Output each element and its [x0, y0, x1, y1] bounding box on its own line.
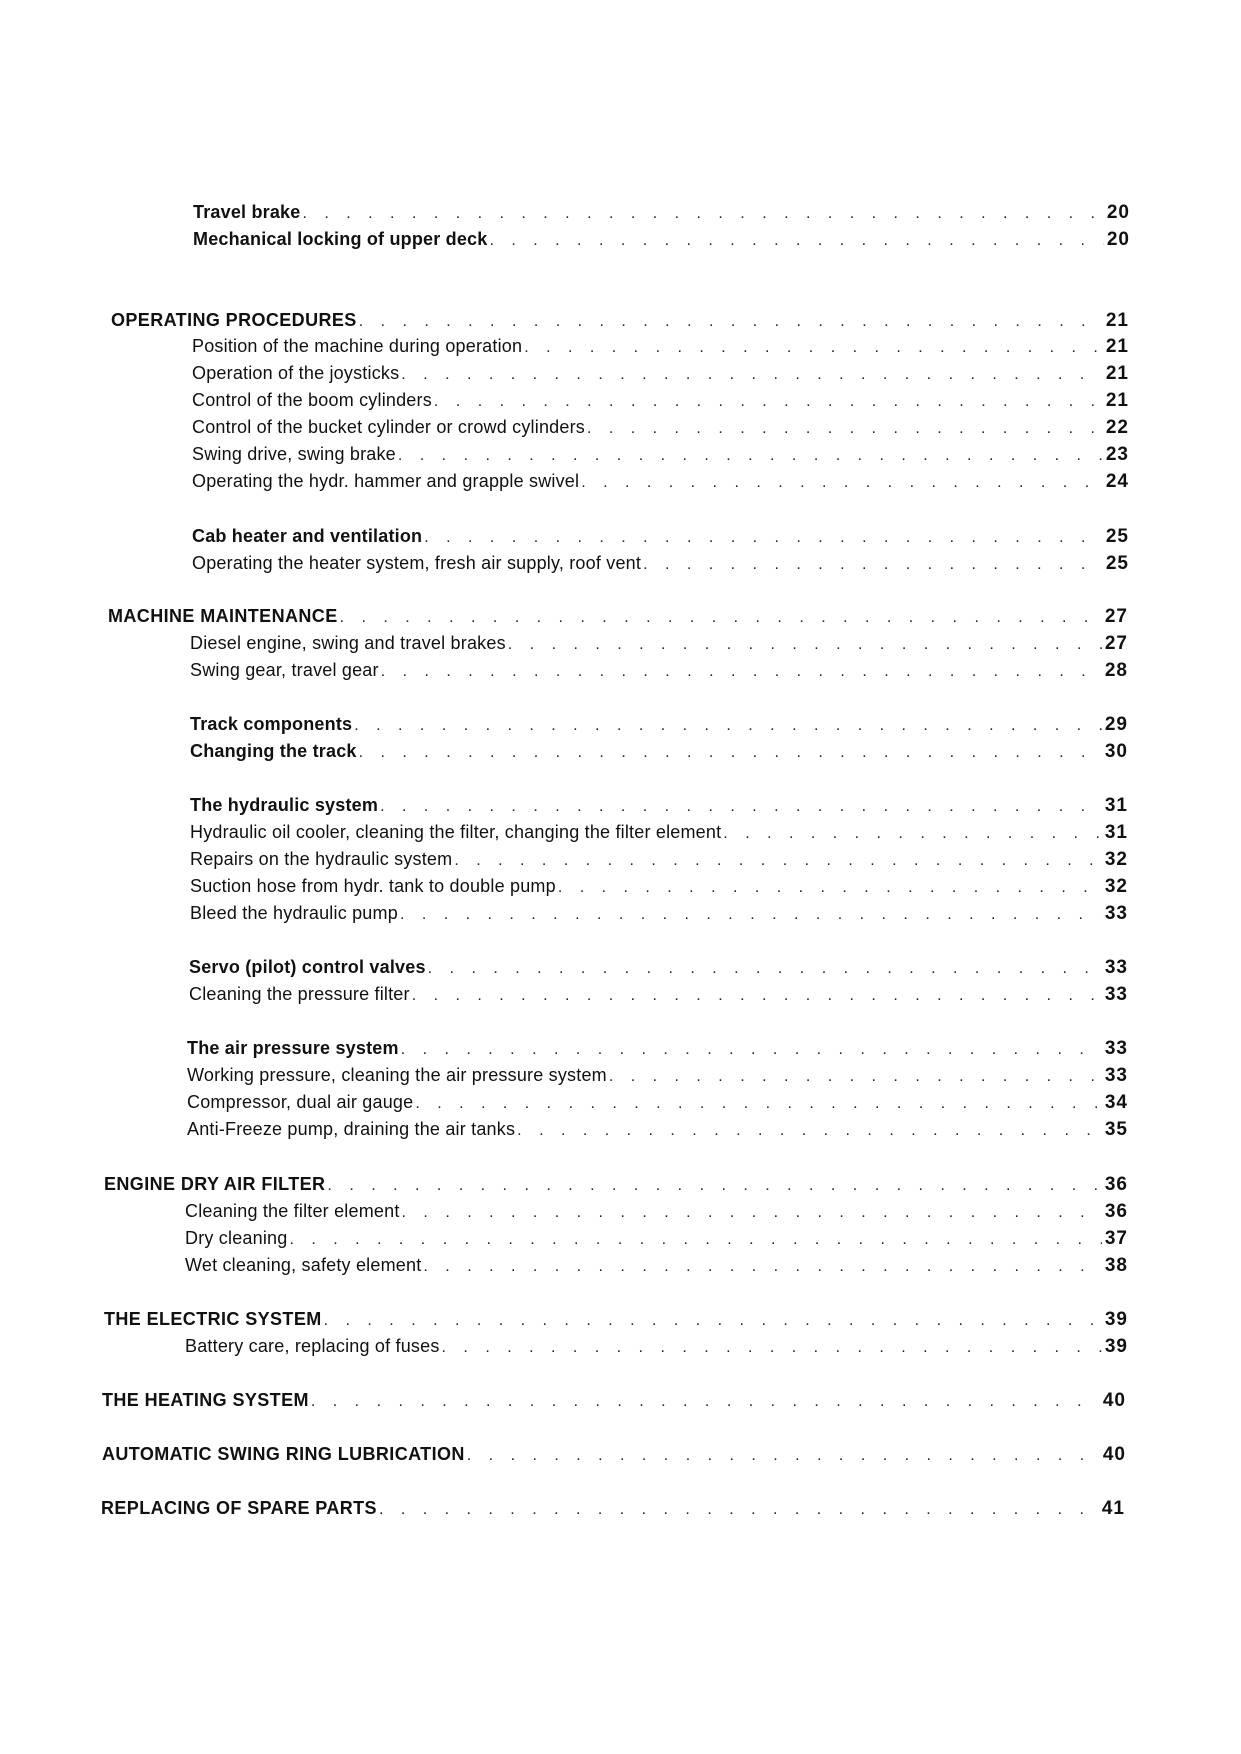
toc-entry-working-pressure[interactable] — [187, 1065, 1128, 1093]
toc-entry-page: 33 — [1104, 957, 1128, 978]
dot-leader — [415, 1095, 1102, 1113]
toc-entry-bucket-cylinder[interactable] — [192, 417, 1129, 445]
dot-leader — [340, 609, 1102, 627]
toc-entry-page: 20 — [1106, 202, 1130, 223]
toc-entry-label: Operating the hydr. hammer and grapple swivel — [192, 471, 580, 491]
toc-entry-label: Track components — [190, 714, 353, 734]
toc-entry-page: 28 — [1104, 660, 1128, 681]
toc-entry-cleaning-filter-element[interactable] — [185, 1201, 1128, 1229]
toc-entry-wet-cleaning[interactable] — [185, 1255, 1128, 1283]
toc-entry-page: 24 — [1105, 471, 1129, 492]
toc-entry-page: 21 — [1105, 390, 1129, 411]
toc-entry-hydraulic-oil-cooler[interactable] — [190, 822, 1128, 850]
toc-entry-page: 41 — [1101, 1498, 1125, 1519]
toc-entry-heater-system[interactable] — [192, 553, 1129, 581]
dot-leader — [442, 1339, 1102, 1357]
toc-entry-hydr-hammer[interactable] — [192, 471, 1129, 499]
toc-entry-page: 40 — [1102, 1390, 1126, 1411]
toc-entry-track-components[interactable] — [190, 714, 1128, 742]
toc-entry-page: 27 — [1104, 633, 1128, 654]
toc-section-label: AUTOMATIC SWING RING LUBRICATION — [102, 1444, 465, 1464]
toc-entry-page: 21 — [1105, 363, 1129, 384]
toc-entry-mechanical-locking[interactable] — [193, 229, 1130, 257]
toc-entry-page: 22 — [1105, 417, 1129, 438]
dot-leader — [723, 825, 1102, 843]
toc-entry-travel-brake[interactable] — [193, 202, 1130, 230]
dot-leader — [524, 339, 1103, 357]
toc-entry-page: 31 — [1104, 795, 1128, 816]
dot-leader — [424, 529, 1103, 547]
toc-entry-page: 30 — [1104, 741, 1128, 762]
dot-leader — [401, 1041, 1102, 1059]
toc-entry-label: Changing the track — [190, 741, 357, 761]
toc-entry-page: 21 — [1105, 336, 1129, 357]
toc-entry-label: Compressor, dual air gauge — [187, 1092, 414, 1112]
toc-entry-battery-care[interactable] — [185, 1336, 1128, 1364]
toc-entry-label: Working pressure, cleaning the air pressure system — [187, 1065, 607, 1085]
toc-entry-swing-gear[interactable] — [190, 660, 1128, 688]
dot-leader — [327, 1177, 1101, 1195]
dot-leader — [428, 960, 1102, 978]
dot-leader — [609, 1068, 1102, 1086]
toc-entry-page: 20 — [1106, 229, 1130, 250]
toc-entry-page: 25 — [1105, 553, 1129, 574]
toc-entry-label: Repairs on the hydraulic system — [190, 849, 453, 869]
toc-entry-bleed-pump[interactable] — [190, 903, 1128, 931]
toc-entry-suction-hose[interactable] — [190, 876, 1128, 904]
dot-leader — [398, 447, 1103, 465]
toc-entry-page: 23 — [1105, 444, 1129, 465]
toc-entry-page: 39 — [1104, 1309, 1128, 1330]
dot-leader — [423, 1258, 1101, 1276]
toc-entry-label: Travel brake — [193, 202, 301, 222]
toc-entry-cab-heater[interactable] — [192, 526, 1129, 554]
dot-leader — [558, 879, 1102, 897]
toc-section-machine-maintenance[interactable] — [108, 606, 1128, 634]
toc-section-label: MACHINE MAINTENANCE — [108, 606, 338, 626]
toc-entry-compressor[interactable] — [187, 1092, 1128, 1120]
toc-entry-label: Dry cleaning — [185, 1228, 288, 1248]
dot-leader — [587, 420, 1103, 438]
toc-entry-page: 38 — [1104, 1255, 1128, 1276]
toc-entry-page: 34 — [1104, 1092, 1128, 1113]
toc-entry-page: 33 — [1104, 984, 1128, 1005]
toc-entry-repairs-hydraulic[interactable] — [190, 849, 1128, 877]
toc-entry-label: Wet cleaning, safety element — [185, 1255, 422, 1275]
dot-leader — [400, 906, 1102, 924]
dot-leader — [454, 852, 1102, 870]
toc-section-label: REPLACING OF SPARE PARTS — [101, 1498, 377, 1518]
toc-section-engine-dry-air-filter[interactable] — [104, 1174, 1128, 1202]
toc-entry-diesel-engine[interactable] — [190, 633, 1128, 661]
dot-leader — [302, 205, 1103, 223]
toc-section-label: THE ELECTRIC SYSTEM — [104, 1309, 322, 1329]
toc-entry-label: Hydraulic oil cooler, cleaning the filter, changing the filter element — [190, 822, 722, 842]
toc-entry-position-of-machine[interactable] — [192, 336, 1129, 364]
toc-entry-page: 33 — [1104, 903, 1128, 924]
toc-section-label: OPERATING PROCEDURES — [111, 310, 357, 330]
toc-section-label: THE HEATING SYSTEM — [102, 1390, 309, 1410]
toc-entry-dry-cleaning[interactable] — [185, 1228, 1128, 1256]
dot-leader — [467, 1447, 1100, 1465]
toc-entry-label: Cleaning the filter element — [185, 1201, 400, 1221]
toc-section-automatic-swing-ring[interactable] — [102, 1444, 1126, 1472]
dot-leader — [402, 1204, 1102, 1222]
toc-entry-label: Suction hose from hydr. tank to double pump — [190, 876, 556, 896]
toc-entry-label: Diesel engine, swing and travel brakes — [190, 633, 506, 653]
toc-entry-label: Control of the boom cylinders — [192, 390, 432, 410]
toc-entry-label: Mechanical locking of upper deck — [193, 229, 488, 249]
toc-entry-label: Control of the bucket cylinder or crowd cylinders — [192, 417, 585, 437]
dot-leader — [289, 1231, 1101, 1249]
toc-entry-page: 29 — [1104, 714, 1128, 735]
dot-leader — [324, 1312, 1102, 1330]
toc-entry-pressure-filter[interactable] — [189, 984, 1128, 1012]
toc-section-label: ENGINE DRY AIR FILTER — [104, 1174, 326, 1194]
toc-entry-page: 33 — [1104, 1065, 1128, 1086]
toc-entry-label: Bleed the hydraulic pump — [190, 903, 398, 923]
toc-entry-page: 36 — [1104, 1174, 1128, 1195]
toc-section-operating-procedures[interactable] — [111, 310, 1129, 338]
dot-leader — [401, 366, 1103, 384]
toc-section-electric-system[interactable] — [104, 1309, 1128, 1337]
dot-leader — [380, 798, 1102, 816]
dot-leader — [359, 744, 1102, 762]
toc-entry-label: Position of the machine during operation — [192, 336, 523, 356]
toc-entry-page: 36 — [1104, 1201, 1128, 1222]
dot-leader — [434, 393, 1103, 411]
toc-entry-page: 33 — [1104, 1038, 1128, 1059]
toc-entry-label: Swing drive, swing brake — [192, 444, 396, 464]
toc-entry-label: The hydraulic system — [190, 795, 379, 815]
toc-entry-swing-drive[interactable] — [192, 444, 1129, 472]
toc-entry-label: Battery care, replacing of fuses — [185, 1336, 440, 1356]
dot-leader — [359, 313, 1103, 331]
dot-leader — [489, 232, 1103, 250]
dot-leader — [381, 663, 1102, 681]
toc-entry-page: 21 — [1105, 310, 1129, 331]
toc-entry-air-pressure-system[interactable] — [187, 1038, 1128, 1066]
toc-entry-changing-track[interactable] — [190, 741, 1128, 769]
dot-leader — [643, 556, 1103, 574]
toc-entry-boom-cylinders[interactable] — [192, 390, 1129, 418]
dot-leader — [354, 717, 1102, 735]
dot-leader — [508, 636, 1102, 654]
toc-entry-page: 32 — [1104, 876, 1128, 897]
toc-entry-page: 31 — [1104, 822, 1128, 843]
toc-section-replacing-spare-parts[interactable] — [101, 1498, 1125, 1526]
toc-entry-anti-freeze[interactable] — [187, 1119, 1128, 1147]
dot-leader — [379, 1501, 1099, 1519]
toc-entry-page: 25 — [1105, 526, 1129, 547]
toc-entry-page: 35 — [1104, 1119, 1128, 1140]
toc-entry-label: Cab heater and ventilation — [192, 526, 423, 546]
toc-entry-label: Cleaning the pressure filter — [189, 984, 410, 1004]
dot-leader — [311, 1393, 1100, 1411]
toc-entry-page: 39 — [1104, 1336, 1128, 1357]
toc-entry-page: 27 — [1104, 606, 1128, 627]
dot-leader — [581, 474, 1103, 492]
toc-entry-page: 32 — [1104, 849, 1128, 870]
toc-entry-label: Operating the heater system, fresh air supply, roof vent — [192, 553, 642, 573]
toc-entry-hydraulic-system[interactable] — [190, 795, 1128, 823]
toc-entry-label: Swing gear, travel gear — [190, 660, 379, 680]
toc-entry-page: 37 — [1104, 1228, 1128, 1249]
dot-leader — [412, 987, 1102, 1005]
toc-entry-operation-of-joysticks[interactable] — [192, 363, 1129, 391]
toc-entry-label: Operation of the joysticks — [192, 363, 400, 383]
toc-entry-servo-valves[interactable] — [189, 957, 1128, 985]
toc-entry-label: Servo (pilot) control valves — [189, 957, 426, 977]
toc-entry-label: The air pressure system — [187, 1038, 399, 1058]
toc-entry-label: Anti-Freeze pump, draining the air tanks — [187, 1119, 516, 1139]
toc-entry-page: 40 — [1102, 1444, 1126, 1465]
toc-section-heating-system[interactable] — [102, 1390, 1126, 1418]
dot-leader — [517, 1122, 1102, 1140]
